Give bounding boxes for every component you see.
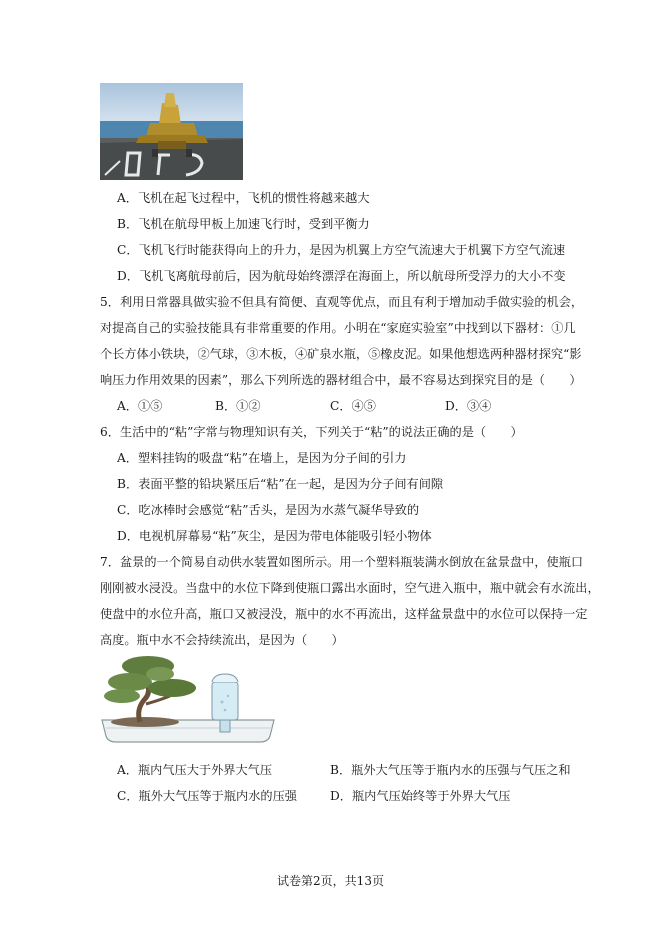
- q7-option-a: A．瓶内气压大于外界大气压: [117, 763, 273, 777]
- q5-option-b: B．①②: [215, 399, 261, 413]
- q7-stem-line: 使盘中的水位升高，瓶口又被浸没，瓶中的水不再流出，这样盆景盘中的水位可以保持一定: [100, 607, 588, 621]
- q5-stem-line: 响压力作用效果的因素”，那么下列所选的器材组合中，最不容易达到探究目的是（ ）: [100, 373, 582, 387]
- carrier-jet-photo: [100, 83, 243, 180]
- q5-stem-line: 5．利用日常器具做实验不但具有简便、直观等优点，而且有利于增加动手做实验的机会，: [100, 295, 584, 309]
- q6-option-d: D．电视机屏幕易“粘”灰尘，是因为带电体能吸引轻小物体: [117, 529, 432, 543]
- q6-option-b: B．表面平整的铅块紧压后“粘”在一起，是因为分子间有间隙: [117, 477, 444, 491]
- q5-stem-line: 个长方体小铁块，②气球，③木板，④矿泉水瓶，⑤橡皮泥。如果他想选两种器材探究“影: [100, 347, 582, 361]
- q4-option-a: A．飞机在起飞过程中，飞机的惯性将越来越大: [117, 191, 370, 205]
- q7-stem-line: 高度。瓶中水不会持续流出，是因为（ ）: [100, 633, 344, 647]
- bonsai-image: [100, 652, 278, 745]
- q4-option-b: B．飞机在航母甲板上加速飞行时，受到平衡力: [117, 217, 370, 231]
- q4-option-c: C．飞机飞行时能获得向上的升力，是因为机翼上方空气流速大于机翼下方空气流速: [117, 243, 566, 257]
- q6-stem: 6．生活中的“粘”字常与物理知识有关，下列关于“粘”的说法正确的是（ ）: [100, 425, 523, 439]
- q7-stem-line: 7．盆景的一个简易自动供水装置如图所示。用一个塑料瓶装满水倒放在盆景盘中，使瓶口: [100, 555, 584, 569]
- jet-image: [100, 83, 243, 180]
- q5-option-d: D．③④: [445, 399, 492, 413]
- q7-option-d: D．瓶内气压始终等于外界大气压: [330, 789, 511, 803]
- q7-option-c: C．瓶外大气压等于瓶内水的压强: [117, 789, 297, 803]
- q6-option-c: C．吃冰棒时会感觉“粘”舌头，是因为水蒸气凝华导致的: [117, 503, 420, 517]
- page-footer: 试卷第2页，共13页: [277, 874, 384, 888]
- q5-stem-line: 对提高自己的实验技能具有非常重要的作用。小明在“家庭实验室”中找到以下器材：①几: [100, 321, 576, 335]
- q7-option-b: B．瓶外大气压等于瓶内水的压强与气压之和: [330, 763, 571, 777]
- q5-option-c: C．④⑤: [330, 399, 376, 413]
- q6-option-a: A．塑料挂钩的吸盘“粘”在墙上，是因为分子间的引力: [117, 451, 407, 465]
- q7-stem-line: 刚刚被水浸没。当盘中的水位下降到使瓶口露出水面时，空气进入瓶中，瓶中就会有水流出，: [100, 581, 600, 595]
- bonsai-bottle-diagram: [100, 652, 278, 745]
- q5-option-a: A．①⑤: [117, 399, 163, 413]
- q4-option-d: D．飞机飞离航母前后，因为航母始终漂浮在海面上，所以航母所受浮力的大小不变: [117, 269, 566, 283]
